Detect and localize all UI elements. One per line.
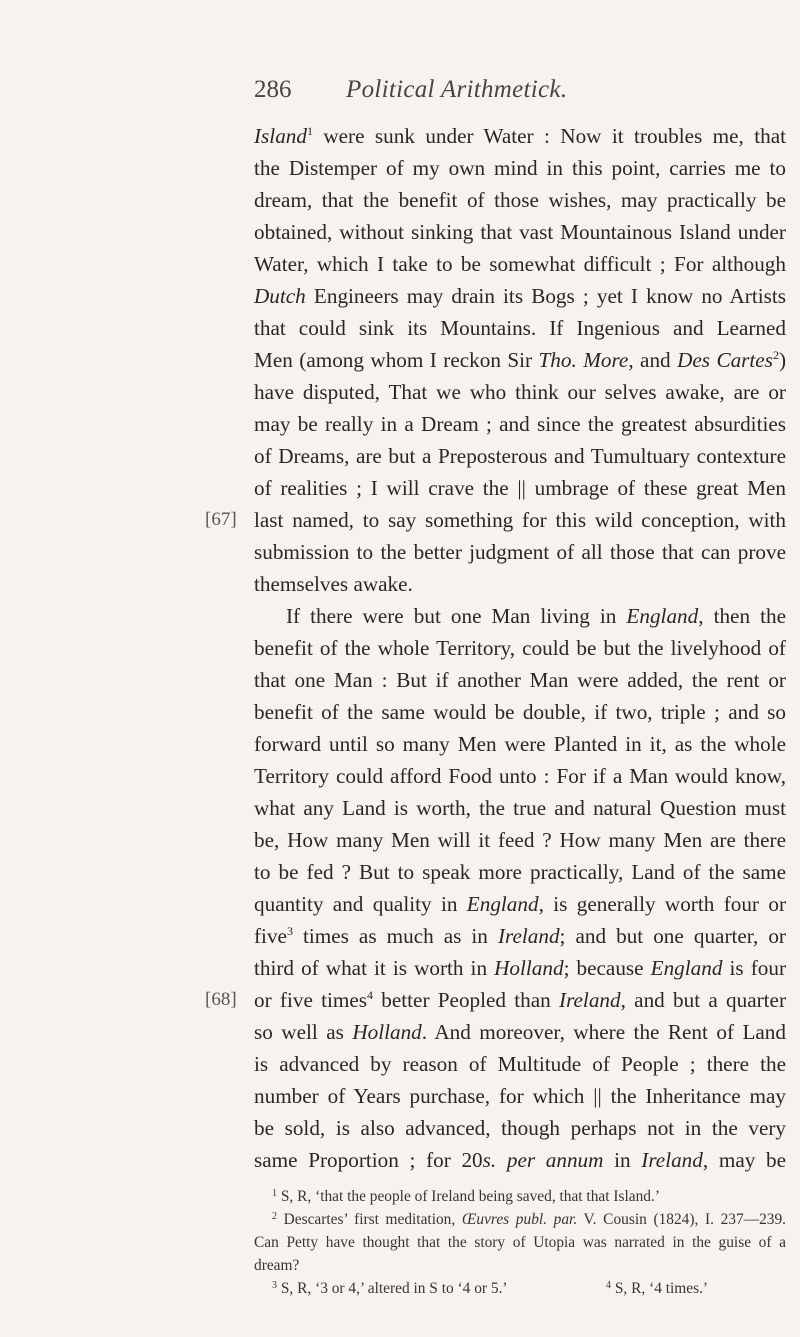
text-line: or five times$^4$ better Peopled than Ireland, and but a quarter (254, 988, 786, 1012)
text-line: benefit of the same would be double, if two, triple ; and so (254, 700, 786, 724)
text-line: be sold, is also advanced, though perhaps not in the very (254, 1116, 786, 1140)
text-line: third of what it is worth in Holland; because England is four (254, 956, 786, 980)
text-line: Water, which I take to be somewhat difficult ; For although (254, 252, 786, 276)
footnote-marker: 3 (286, 924, 293, 938)
text-line: same Proportion ; for 20s. per annum in Ireland, may be (254, 1148, 786, 1172)
text-line: number of Years purchase, for which || the Inheritance may (254, 1084, 786, 1108)
text-line: submission to the better judgment of all those that can prove (254, 540, 786, 564)
text-line: If there were but one Man living in England, then the (286, 604, 786, 628)
footnote-marker: 1 (306, 124, 313, 138)
text-line: the Distemper of my own mind in this point, carries me to (254, 156, 786, 180)
text-line: to be fed ? But to speak more practically, Land of the same (254, 860, 786, 884)
text-line: have disputed, That we who think our selves awake, are or (254, 380, 786, 404)
footnote-2-line: dream? (254, 1257, 300, 1274)
text-line: five$^3$ times as much as in Ireland; and but one quarter, or (254, 924, 786, 948)
footnote-4: $^4$ S, R, ‘4 times.’ (606, 1280, 709, 1297)
text-line: Dutch Engineers may drain its Bogs ; yet I know no Artists (254, 284, 786, 308)
footnote-marker: 2 (772, 348, 779, 362)
text-line: Territory could afford Food unto : For if a Man would know, (254, 764, 786, 788)
text-line: obtained, without sinking that vast Mountainous Island under (254, 220, 786, 244)
page-number: 286 (254, 76, 292, 103)
text-line: so well as Holland. And moreover, where the Rent of Land (254, 1020, 786, 1044)
text-line: Men (among whom I reckon Sir Tho. More, and Des Cartes$^2$) (254, 348, 787, 372)
text-line: may be really in a Dream ; and since the greatest absurdities (254, 412, 786, 436)
text-line: of Dreams, are but a Preposterous and Tumultuary contexture (254, 444, 786, 468)
margin-reference: [68] (205, 989, 237, 1010)
text-line: forward until so many Men were Planted in it, as the whole (254, 732, 786, 756)
running-title: Political Arithmetick. (346, 76, 568, 103)
footnote-2: $^2$ Descartes’ first meditation, Œuvres publ. par. V. Cousin (1824), I. 237—239. (272, 1211, 787, 1228)
text-line: that could sink its Mountains. If Ingenious and Learned (254, 316, 786, 340)
footnote-marker: 4 (367, 988, 374, 1002)
footnote-3: $^3$ S, R, ‘3 or 4,’ altered in S to ‘4 or 5.’ (272, 1280, 508, 1297)
text-line: quantity and quality in England, is generally worth four or (254, 892, 786, 916)
text-line: Island$^1$ were sunk under Water : Now it troubles me, that (254, 124, 786, 148)
margin-reference: [67] (205, 509, 237, 530)
text-line: what any Land is worth, the true and natural Question must (254, 796, 786, 820)
text-line: be, How many Men will it feed ? How many Men are there (254, 828, 786, 852)
text-line: of realities ; I will crave the || umbrage of these great Men (254, 476, 786, 500)
page-header (254, 76, 800, 116)
text-line: dream, that the benefit of those wishes, may practically be (254, 188, 786, 212)
footnote-2-line: Can Petty have thought that the story of Utopia was narrated in the guise of a (254, 1234, 786, 1251)
text-line: benefit of the whole Territory, could be but the livelyhood of (254, 636, 786, 660)
text-line: that one Man : But if another Man were added, the rent or (254, 668, 786, 692)
text-line: last named, to say something for this wild conception, with (254, 508, 786, 532)
text-line: is advanced by reason of Multitude of People ; there the (254, 1052, 786, 1076)
text-line: themselves awake. (254, 572, 413, 596)
footnote-1: $^1$ S, R, ‘that the people of Ireland being saved, that that Island.’ (272, 1188, 660, 1205)
